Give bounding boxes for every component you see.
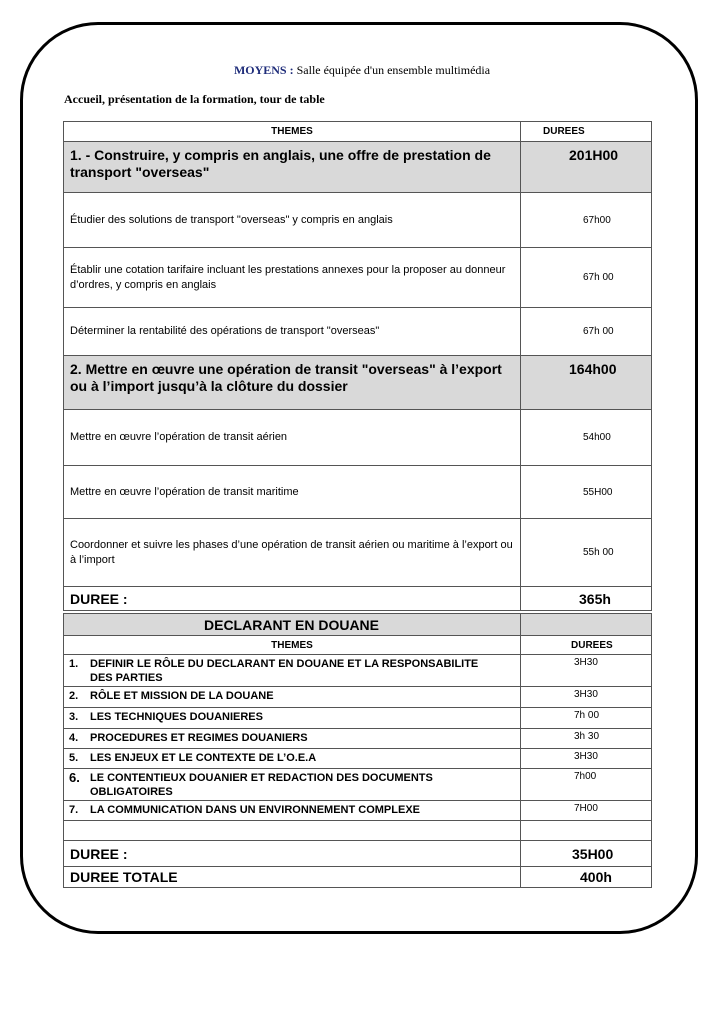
item-duration: 3h 30 xyxy=(521,729,652,749)
table-row xyxy=(64,519,652,587)
theme-text: Déterminer la rentabilité des opérations de transport "overseas" xyxy=(64,308,521,356)
item-text: LE CONTENTIEUX DOUANIER ET REDACTION DES DOCUMENTS OBLIGATOIRES xyxy=(90,772,433,798)
table-header-row xyxy=(64,636,652,655)
table-row xyxy=(64,466,652,519)
theme-duration: 67h 00 xyxy=(521,308,652,356)
accueil-line: Accueil, présentation de la formation, tour de table xyxy=(64,92,325,106)
col-header-themes: THEMES xyxy=(64,636,521,655)
theme-duration: 67h 00 xyxy=(521,248,652,308)
table-row xyxy=(64,655,652,687)
theme-duration: 55h 00 xyxy=(521,519,652,587)
col-header-themes: THEMES xyxy=(64,122,521,142)
item-text: RÔLE ET MISSION DE LA DOUANE xyxy=(90,690,274,702)
table-row xyxy=(64,729,652,749)
item-number: 7. xyxy=(69,804,79,816)
douane-themes-table xyxy=(63,613,652,888)
theme-text: Coordonner et suivre les phases d’une opération de transit aérien ou maritime à l’export ou à l’import xyxy=(64,519,521,587)
theme-duration: 54h00 xyxy=(521,410,652,466)
item-text: LA COMMUNICATION DANS UN ENVIRONNEMENT COMPLEXE xyxy=(90,804,420,816)
theme-text: Étudier des solutions de transport "overseas" y compris en anglais xyxy=(64,193,521,248)
section-row-1 xyxy=(64,142,652,193)
section-duration: 164h00 xyxy=(521,356,652,410)
total-value: 35H00 xyxy=(521,841,652,867)
empty-row xyxy=(64,821,652,841)
item-duration: 3H30 xyxy=(521,749,652,769)
item-number: 6. xyxy=(69,770,80,785)
transport-themes-table xyxy=(63,121,652,611)
moyens-line xyxy=(0,63,724,78)
item-number: 2. xyxy=(69,690,79,702)
moyens-label: MOYENS : xyxy=(233,63,294,77)
theme-text: Établir une cotation tarifaire incluant les prestations annexes pour la proposer au donneur d’ordres, y compris en anglais xyxy=(64,248,521,308)
douane-title: DECLARANT EN DOUANE xyxy=(64,614,521,636)
item-duration: 7h 00 xyxy=(521,708,652,729)
moyens-text: Salle équipée d'un ensemble multimédia xyxy=(296,63,491,77)
total-value: 365h xyxy=(521,587,652,611)
item-duration: 7h00 xyxy=(521,769,652,801)
item-text: LES TECHNIQUES DOUANIERES xyxy=(90,711,263,723)
item-duration: 3H30 xyxy=(521,655,652,687)
total-row xyxy=(64,841,652,867)
item-number: 5. xyxy=(69,752,79,764)
item-text: DEFINIR LE RÔLE DU DECLARANT EN DOUANE ET LA RESPONSABILITE DES PARTIES xyxy=(90,658,479,684)
item-duration: 7H00 xyxy=(521,801,652,821)
col-header-durees: DUREES xyxy=(521,636,652,655)
theme-text: Mettre en œuvre l’opération de transit maritime xyxy=(64,466,521,519)
theme-duration: 67h00 xyxy=(521,193,652,248)
table-row xyxy=(64,687,652,708)
total-row xyxy=(64,587,652,611)
item-text: PROCEDURES ET REGIMES DOUANIERS xyxy=(90,732,308,744)
col-header-durees: DUREES xyxy=(521,122,652,142)
theme-duration: 55H00 xyxy=(521,466,652,519)
section-title: 1. - Construire, y compris en anglais, une offre de prestation de transport "overseas" xyxy=(64,142,521,193)
douane-title-row xyxy=(64,614,652,636)
grand-total-row xyxy=(64,867,652,888)
grand-total-label: DUREE TOTALE xyxy=(64,867,521,888)
table-row xyxy=(64,410,652,466)
table-row xyxy=(64,248,652,308)
item-number: 1. xyxy=(69,658,79,670)
item-text: LES ENJEUX ET LE CONTEXTE DE L’O.E.A xyxy=(90,752,317,764)
section-title: 2. Mettre en œuvre une opération de transit "overseas" à l’export ou à l’import jusqu’à la clôture du dossier xyxy=(64,356,521,410)
table-row xyxy=(64,749,652,769)
total-label: DUREE : xyxy=(64,841,521,867)
table-row xyxy=(64,708,652,729)
table-header-row xyxy=(64,122,652,142)
total-label: DUREE : xyxy=(64,587,521,611)
section-row-2 xyxy=(64,356,652,410)
grand-total-value: 400h xyxy=(521,867,652,888)
theme-text: Mettre en œuvre l’opération de transit aérien xyxy=(64,410,521,466)
table-row xyxy=(64,801,652,821)
table-row xyxy=(64,193,652,248)
item-number: 4. xyxy=(69,732,79,744)
table-row xyxy=(64,769,652,801)
section-duration: 201H00 xyxy=(521,142,652,193)
item-duration: 3H30 xyxy=(521,687,652,708)
table-row xyxy=(64,308,652,356)
item-number: 3. xyxy=(69,711,79,723)
